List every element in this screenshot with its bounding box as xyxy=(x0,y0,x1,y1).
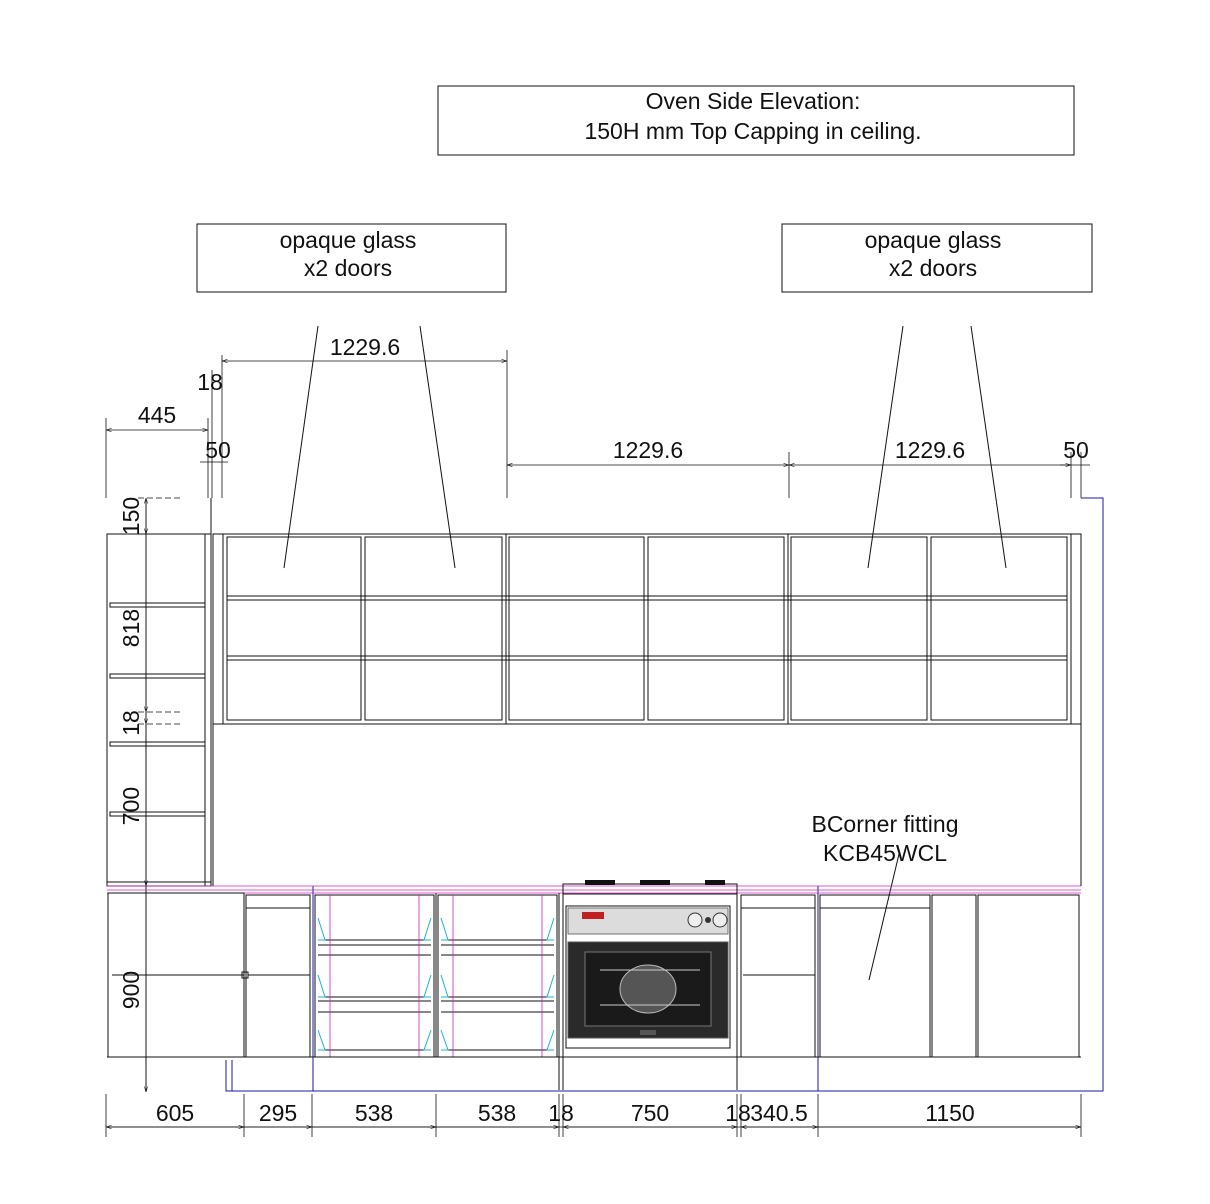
backsplash xyxy=(213,724,1081,886)
drawer-unit-a xyxy=(318,895,431,1057)
corner-note xyxy=(811,811,958,866)
oven-knob-icon xyxy=(713,913,727,927)
bottom-dimensions xyxy=(106,1094,1081,1137)
dim-b605: 605 xyxy=(155,1100,195,1126)
dim-b18-a: 18 xyxy=(548,1100,574,1126)
dim-v900: 900 xyxy=(118,970,144,1010)
drawer-unit-b xyxy=(441,895,554,1057)
note-right-line-2: x2 doors xyxy=(888,255,978,281)
wall-cabinets xyxy=(213,534,1081,724)
dim-b18-b: 18 xyxy=(725,1100,751,1126)
title-box xyxy=(438,86,1074,155)
title-line-1: Oven Side Elevation: xyxy=(645,88,861,114)
dim-b295: 295 xyxy=(258,1100,298,1126)
dim-b1150: 1150 xyxy=(925,1100,975,1126)
dim-v700: 700 xyxy=(118,786,144,826)
worktop xyxy=(107,886,1081,893)
dim-b538-a: 538 xyxy=(354,1100,394,1126)
oven-knob-icon xyxy=(688,913,702,927)
corner-note-line-1: BCorner fitting xyxy=(811,811,959,837)
dim-1229-b: 1229.6 xyxy=(612,437,684,463)
note-left-line-2: x2 doors xyxy=(303,255,393,281)
dim-b538-b: 538 xyxy=(477,1100,517,1126)
note-left-glass xyxy=(197,224,506,292)
note-left-line-1: opaque glass xyxy=(279,227,417,253)
dim-1229-a: 1229.6 xyxy=(329,334,401,360)
note-right-glass xyxy=(782,224,1092,292)
dim-v818: 818 xyxy=(118,608,144,648)
note-right-line-1: opaque glass xyxy=(864,227,1002,253)
dim-v18: 18 xyxy=(118,710,144,736)
dim-b340: 340.5 xyxy=(750,1100,808,1126)
oven-display-icon xyxy=(582,912,604,919)
vertical-dimensions xyxy=(118,497,182,1092)
dim-445: 445 xyxy=(137,402,177,428)
dim-1229-c: 1229.6 xyxy=(894,437,966,463)
dim-18-top: 18 xyxy=(197,369,223,395)
tall-shelving-unit xyxy=(107,498,211,886)
top-dimensions xyxy=(106,334,1090,498)
dim-v150: 150 xyxy=(118,496,144,536)
dim-50-left: 50 xyxy=(205,437,231,463)
oven xyxy=(563,880,737,1048)
dim-50-right: 50 xyxy=(1063,437,1089,463)
title-line-2: 150H mm Top Capping in ceiling. xyxy=(584,118,922,144)
corner-note-line-2: KCB45WCL xyxy=(823,840,947,866)
dim-b750: 750 xyxy=(630,1100,670,1126)
